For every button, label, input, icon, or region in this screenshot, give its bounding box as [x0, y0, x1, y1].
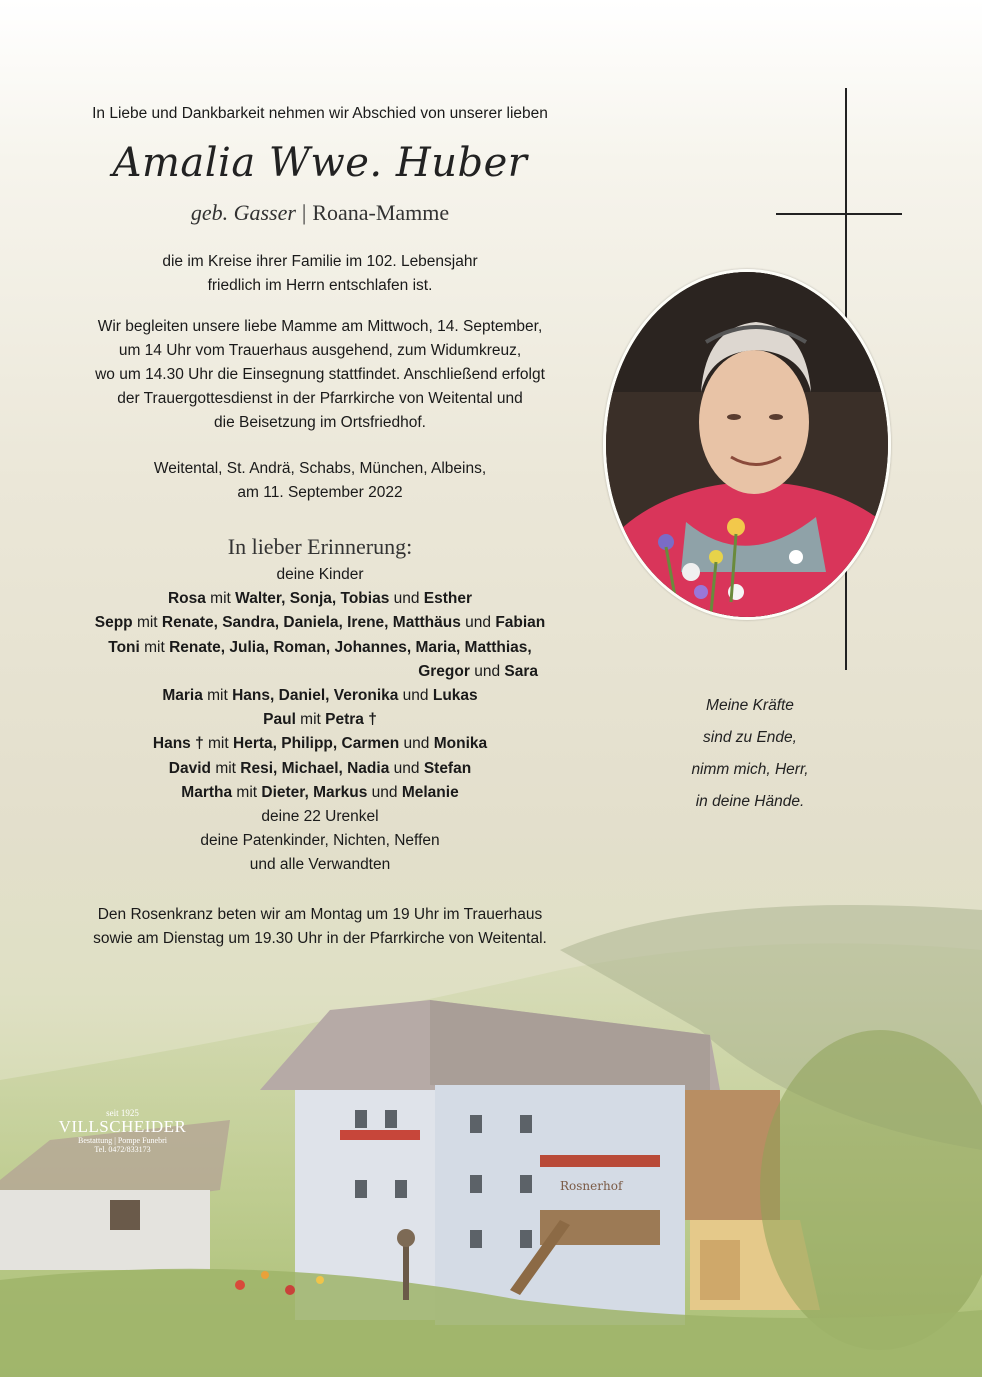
funeral-line: wo um 14.30 Uhr die Einsegnung stattfindet. Anschließend erfolgt	[95, 366, 545, 383]
logo-since: seit 1925	[106, 1108, 139, 1118]
family-row: Toni mit Renate, Julia, Roman, Johannes, Maria, Matthias,	[108, 638, 532, 656]
funeral-line: der Trauergottesdienst in der Pfarrkirche von Weitental und	[117, 390, 523, 407]
portrait-photo	[603, 269, 891, 620]
passing-line: friedlich im Herrn entschlafen ist.	[207, 277, 433, 294]
quote-line: sind zu Ende,	[703, 729, 797, 746]
family-row: Hans † mit Herta, Philipp, Carmen und Monika	[152, 735, 488, 753]
funeral-line: die Beisetzung im Ortsfriedhof.	[214, 414, 426, 431]
place-date	[60, 457, 580, 505]
funeral-home-logo	[50, 1108, 195, 1154]
quote-line: Meine Kräfte	[706, 697, 794, 714]
funeral-line: Wir begleiten unsere liebe Mamme am Mittwoch, 14. September,	[97, 318, 543, 335]
date-line: am 11. September 2022	[237, 484, 403, 501]
portrait-illustration	[606, 272, 888, 617]
family-outro-line: und alle Verwandten	[249, 856, 391, 874]
logo-subtitle: Bestattung | Pompe Funebri	[78, 1136, 167, 1145]
rosary-line: sowie am Dienstag um 19.30 Uhr in der Pfarrkirche von Weitental.	[93, 930, 547, 947]
cross-horizontal-line	[776, 213, 902, 215]
house-sign: Rosnerhof	[560, 1179, 623, 1193]
name-details	[60, 200, 580, 226]
family-intro: deine Kinder	[276, 566, 364, 583]
funeral-text	[60, 315, 580, 435]
passing-text	[60, 250, 580, 298]
family-list	[60, 563, 580, 878]
deceased-name: Amalia Wwe. Huber	[112, 140, 528, 186]
memory-title: In lieber Erinnerung:	[227, 534, 413, 559]
funeral-line: um 14 Uhr vom Trauerhaus ausgehend, zum Widumkreuz,	[118, 342, 522, 359]
quote-line: in deine Hände.	[695, 793, 805, 810]
name-separator: |	[301, 200, 307, 225]
family-row: Sepp mit Renate, Sandra, Daniela, Irene, Matthäus und Fabian	[94, 614, 546, 632]
intro-text: In Liebe und Dankbarkeit nehmen wir Abschied von unserer lieben	[92, 105, 548, 122]
nickname: Roana-Mamme	[312, 200, 450, 225]
quote	[660, 690, 840, 818]
family-row: Paul mit Petra †	[263, 711, 377, 729]
family-row: David mit Resi, Michael, Nadia und Stefan	[168, 759, 472, 777]
family-row: Martha mit Dieter, Markus und Melanie	[181, 783, 459, 801]
quote-line: nimm mich, Herr,	[691, 761, 809, 778]
family-row: Gregor und Sara	[418, 662, 538, 680]
birth-name: geb. Gasser	[190, 200, 296, 225]
family-row: Rosa mit Walter, Sonja, Tobias und Esther	[167, 590, 473, 608]
family-row: Maria mit Hans, Daniel, Veronika und Lukas	[162, 687, 478, 705]
passing-line: die im Kreise ihrer Familie im 102. Lebensjahr	[162, 253, 478, 270]
logo-phone: Tel. 0472/833173	[94, 1145, 151, 1154]
family-outro-line: deine Patenkinder, Nichten, Neffen	[200, 832, 440, 850]
logo-brand: VILLSCHEIDER	[58, 1117, 187, 1136]
family-outro-line: deine 22 Urenkel	[261, 808, 379, 826]
rosary-line: Den Rosenkranz beten wir am Montag um 19 Uhr im Trauerhaus	[97, 906, 543, 923]
place-line: Weitental, St. Andrä, Schabs, München, Albeins,	[153, 460, 487, 477]
